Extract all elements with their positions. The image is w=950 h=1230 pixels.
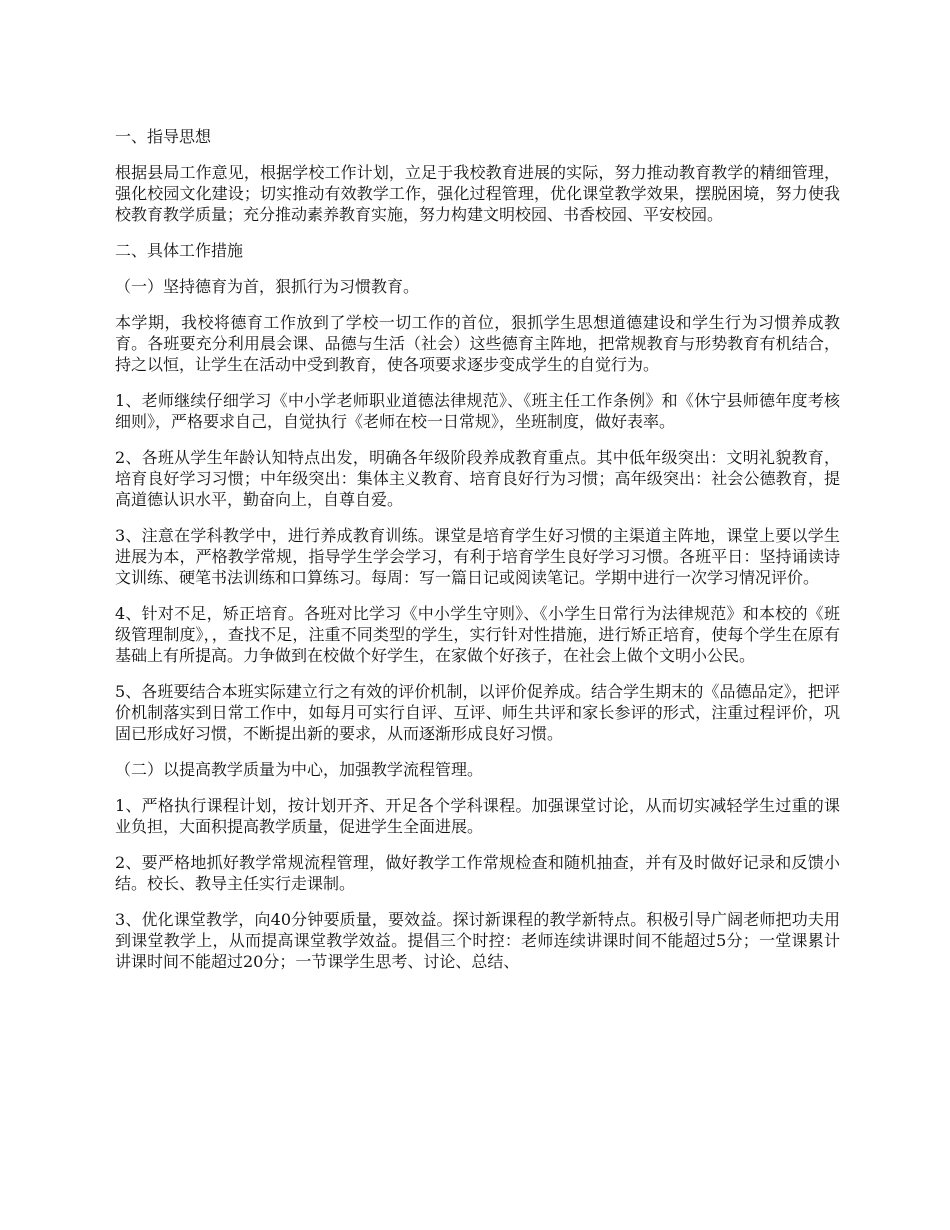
paragraph: 根据县局工作意见，根据学校工作计划，立足于我校教育进展的实际，努力推动教育教学的精细管理，强化校园文化建设；切实推动有效教学工作，强化过程管理，优化课堂教学效果，摆脱困境，努力使我校教育教学质量；充分推动素养教育实施，努力构建文明校园、书香校园、平安校园。 [115,163,840,224]
list-item: 5、各班要结合本班实际建立行之有效的评价机制，以评价促养成。结合学生期末的《品德品定》，把评价机制落实到日常工作中，如每月可实行自评、互评、师生共评和家长参评的形式，注重过程评价，巩固已形成好习惯，不断提出新的要求，从而逐渐形成良好习惯。 [115,682,840,743]
paragraph: 本学期，我校将德育工作放到了学校一切工作的首位，狠抓学生思想道德建设和学生行为习惯养成教育。各班要充分利用晨会课、品德与生活（社会）这些德育主阵地，把常规教育与形势教育有机结合，持之以恒，让学生在活动中受到教育，使各项要求逐步变成学生的自觉行为。 [115,313,840,374]
subsection-heading: （一）坚持德育为首，狠抓行为习惯教育。 [115,277,420,296]
section-heading: 二、具体工作措施 [115,241,244,260]
section-heading: 一、指导思想 [115,127,212,146]
list-item: 3、优化课堂教学，向40分钟要质量，要效益。探讨新课程的教学新特点。积极引导广阔老师把功夫用到课堂教学上，从而提高课堂教学效益。提倡三个时控：老师连续讲课时间不能超过5分；一堂课累计讲课时间不能超过20分；一节课学生思考、讨论、总结、 [115,910,840,971]
list-item: 1、老师继续仔细学习《中小学老师职业道德法律规范》、《班主任工作条例》和《休宁县师德年度考核细则》，严格要求自己，自觉执行《老师在校一日常规》，坐班制度，做好表率。 [115,391,840,431]
list-item: 3、注意在学科教学中，进行养成教育训练。课堂是培育学生好习惯的主渠道主阵地，课堂上要以学生进展为本，严格教学常规，指导学生学会学习，有利于培育学生良好学习习惯。各班平日：坚持诵读诗文训练、硬笔书法训练和口算练习。每周：写一篇日记或阅读笔记。学期中进行一次学习情况评价。 [115,526,840,587]
list-item: 4、针对不足，矫正培育。各班对比学习《中小学生守则》、《小学生日常行为法律规范》和本校的《班级管理制度》，，查找不足，注重不同类型的学生，实行针对性措施，进行矫正培育，使每个学生在原有基础上有所提高。力争做到在校做个好学生，在家做个好孩子，在社会上做个文明小公民。 [115,604,840,665]
subsection-heading: （二）以提高教学质量为中心，加强教学流程管理。 [115,760,484,779]
list-item: 1、严格执行课程计划，按计划开齐、开足各个学科课程。加强课堂讨论，从而切实减轻学生过重的课业负担，大面积提高教学质量，促进学生全面进展。 [115,796,840,836]
list-item: 2、各班从学生年龄认知特点出发，明确各年级阶段养成教育重点。其中低年级突出：文明礼貌教育，培育良好学习习惯；中年级突出：集体主义教育、培育良好行为习惯；高年级突出：社会公德教育，提高道德认识水平，勤奋向上，自尊自爱。 [115,448,840,509]
list-item: 2、要严格地抓好教学常规流程管理，做好教学工作常规检查和随机抽查，并有及时做好记录和反馈小结。校长、教导主任实行走课制。 [115,853,840,893]
document-body [115,126,840,987]
